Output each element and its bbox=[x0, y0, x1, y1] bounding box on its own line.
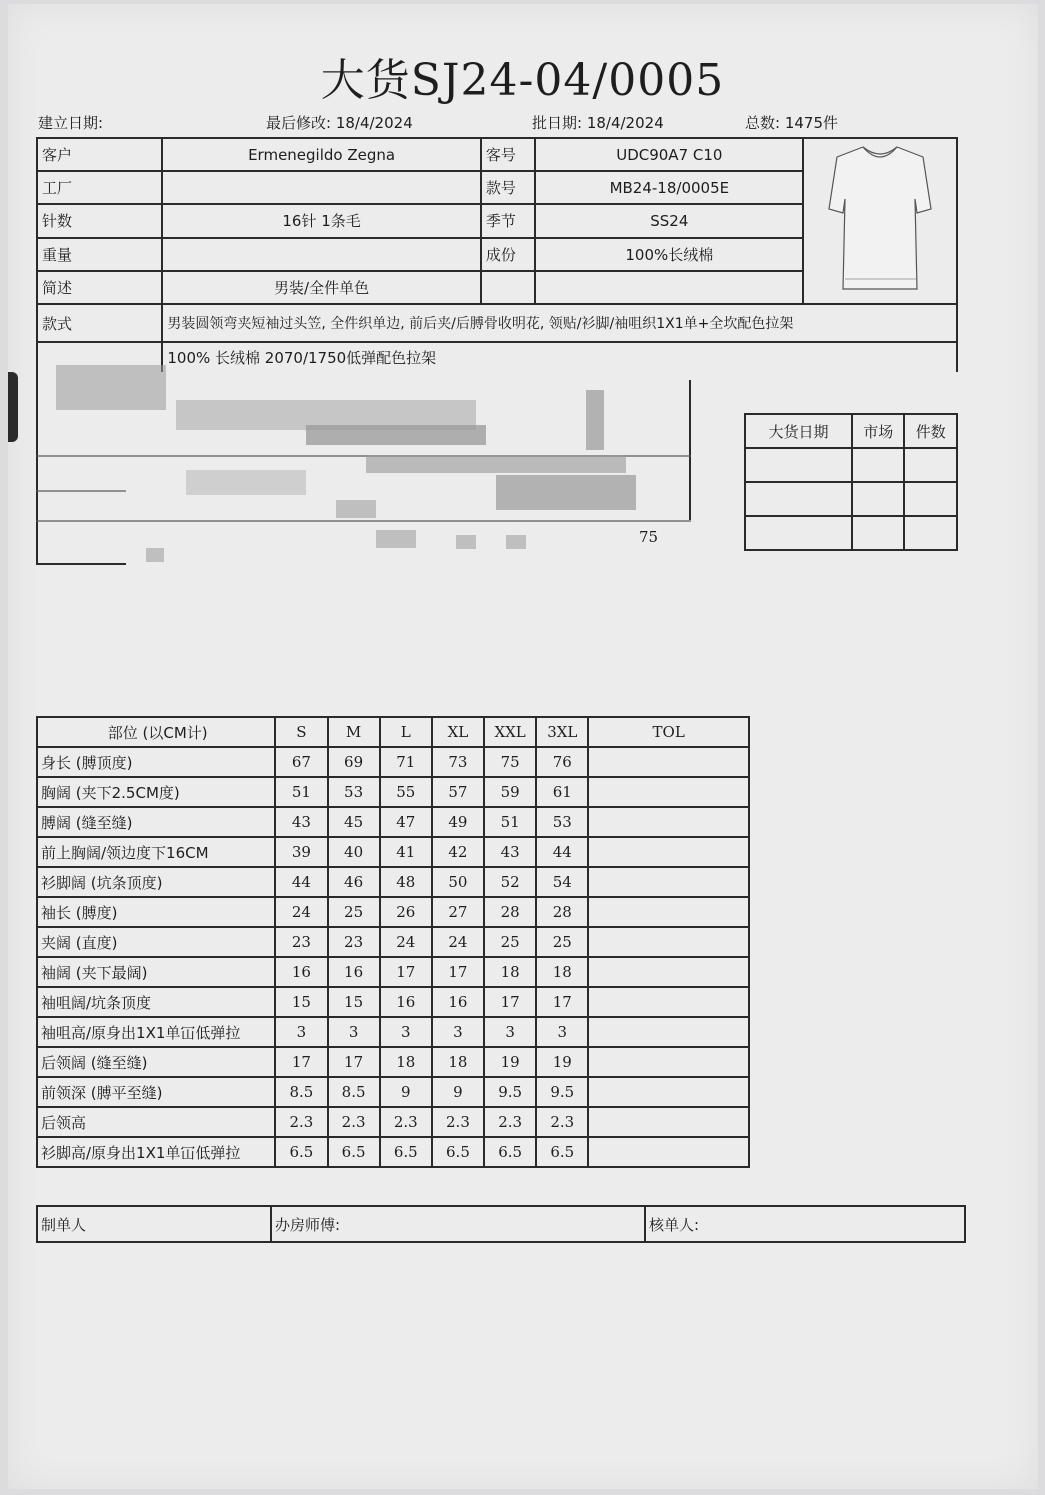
measurement-value: 2.3 bbox=[432, 1107, 484, 1137]
measurement-value: 45 bbox=[328, 807, 380, 837]
measurement-value: 42 bbox=[432, 837, 484, 867]
table-row bbox=[37, 1047, 749, 1077]
measurement-value: 54 bbox=[536, 867, 588, 897]
size-header: XXL bbox=[484, 717, 536, 747]
measurement-value: 49 bbox=[432, 807, 484, 837]
measurement-value: 47 bbox=[380, 807, 432, 837]
table-row bbox=[37, 1137, 749, 1167]
measurement-value: 17 bbox=[484, 987, 536, 1017]
tolerance-cell bbox=[588, 1137, 749, 1167]
season-label: 季节 bbox=[481, 204, 536, 237]
measurement-value: 2.3 bbox=[536, 1107, 588, 1137]
tolerance-cell bbox=[588, 837, 749, 867]
tolerance-cell bbox=[588, 1047, 749, 1077]
composition-label: 成份 bbox=[481, 238, 536, 271]
size-spec-table bbox=[36, 716, 750, 1168]
table-row bbox=[37, 897, 749, 927]
measurement-value: 3 bbox=[328, 1017, 380, 1047]
signature-table bbox=[36, 1205, 966, 1243]
binder-clip bbox=[8, 372, 18, 442]
measurement-part: 衫脚阔 (坑条顶度) bbox=[37, 867, 275, 897]
measurement-part: 膊阔 (缝至缝) bbox=[37, 807, 275, 837]
measurement-value: 39 bbox=[275, 837, 327, 867]
measurement-value: 43 bbox=[484, 837, 536, 867]
measurement-value: 3 bbox=[536, 1017, 588, 1047]
table-cell bbox=[904, 516, 957, 550]
table-row bbox=[37, 957, 749, 987]
part-header: 部位 (以CM计) bbox=[37, 717, 275, 747]
last-modified: 最后修改: 18/4/2024 bbox=[266, 114, 413, 132]
measurement-value: 16 bbox=[432, 987, 484, 1017]
style-no-value: MB24-18/0005E bbox=[535, 171, 803, 204]
measurement-value: 23 bbox=[328, 927, 380, 957]
gauge-label: 针数 bbox=[37, 204, 162, 237]
qty-header: 件数 bbox=[904, 414, 957, 448]
table-row bbox=[37, 1017, 749, 1047]
measurement-value: 43 bbox=[275, 807, 327, 837]
measurement-value: 3 bbox=[275, 1017, 327, 1047]
document-title: 大货SJ24-04/0005 bbox=[320, 55, 725, 106]
approval-date: 批日期: 18/4/2024 bbox=[532, 114, 664, 132]
measurement-value: 46 bbox=[328, 867, 380, 897]
size-header: S bbox=[275, 717, 327, 747]
size-header: M bbox=[328, 717, 380, 747]
measurement-value: 26 bbox=[380, 897, 432, 927]
tolerance-cell bbox=[588, 987, 749, 1017]
table-row bbox=[37, 837, 749, 867]
measurement-value: 6.5 bbox=[328, 1137, 380, 1167]
table-row bbox=[37, 867, 749, 897]
measurement-value: 6.5 bbox=[380, 1137, 432, 1167]
measurement-value: 2.3 bbox=[484, 1107, 536, 1137]
summary-value: 男装/全件单色 bbox=[162, 271, 480, 304]
tolerance-cell bbox=[588, 1077, 749, 1107]
measurement-value: 15 bbox=[328, 987, 380, 1017]
gauge-value: 16针 1条毛 bbox=[162, 204, 480, 237]
measurement-value: 71 bbox=[380, 747, 432, 777]
style-description: 男装圆领弯夹短袖过头笠, 全件织单边, 前后夹/后膊骨收明花, 领贴/衫脚/袖咀织1X1单+全坎配色拉架 bbox=[162, 304, 957, 342]
tolerance-cell bbox=[588, 957, 749, 987]
weight-label: 重量 bbox=[37, 238, 162, 271]
tolerance-cell bbox=[588, 747, 749, 777]
table-row bbox=[37, 1107, 749, 1137]
measurement-value: 28 bbox=[484, 897, 536, 927]
order-info-table bbox=[36, 137, 958, 372]
measurement-value: 24 bbox=[380, 927, 432, 957]
measurement-value: 73 bbox=[432, 747, 484, 777]
tolerance-cell bbox=[588, 867, 749, 897]
cust-no-value: UDC90A7 C10 bbox=[535, 138, 803, 171]
table-row bbox=[37, 1077, 749, 1107]
measurement-part: 袖咀阔/坑条顶度 bbox=[37, 987, 275, 1017]
measurement-value: 3 bbox=[484, 1017, 536, 1047]
measurement-value: 51 bbox=[484, 807, 536, 837]
measurement-value: 61 bbox=[536, 777, 588, 807]
measurement-value: 57 bbox=[432, 777, 484, 807]
measurement-value: 53 bbox=[536, 807, 588, 837]
measurement-part: 夹阔 (直度) bbox=[37, 927, 275, 957]
size-header-row bbox=[37, 717, 749, 747]
table-row bbox=[37, 987, 749, 1017]
measurement-value: 2.3 bbox=[380, 1107, 432, 1137]
weight-value bbox=[162, 238, 480, 271]
table-cell bbox=[852, 516, 904, 550]
tolerance-cell bbox=[588, 807, 749, 837]
measurement-part: 前领深 (膊平至缝) bbox=[37, 1077, 275, 1107]
tolerance-cell bbox=[588, 927, 749, 957]
measurement-value: 18 bbox=[432, 1047, 484, 1077]
measurement-value: 28 bbox=[536, 897, 588, 927]
table-cell bbox=[745, 448, 852, 482]
measurement-value: 59 bbox=[484, 777, 536, 807]
customer-label: 客户 bbox=[37, 138, 162, 171]
measurement-value: 75 bbox=[484, 747, 536, 777]
measurement-value: 19 bbox=[536, 1047, 588, 1077]
measurement-value: 6.5 bbox=[536, 1137, 588, 1167]
table-row bbox=[37, 777, 749, 807]
measurement-part: 袖长 (膊度) bbox=[37, 897, 275, 927]
measurement-value: 25 bbox=[536, 927, 588, 957]
measurement-value: 9 bbox=[380, 1077, 432, 1107]
garment-sketch bbox=[803, 138, 957, 304]
yarn-line: 100% 长绒棉 2070/1750低弹配色拉架 bbox=[162, 342, 957, 372]
measurement-value: 24 bbox=[432, 927, 484, 957]
size-header: L bbox=[380, 717, 432, 747]
measurement-part: 后领高 bbox=[37, 1107, 275, 1137]
table-cell bbox=[745, 516, 852, 550]
measurement-value: 2.3 bbox=[275, 1107, 327, 1137]
measurement-value: 67 bbox=[275, 747, 327, 777]
measurement-value: 17 bbox=[328, 1047, 380, 1077]
table-row bbox=[37, 807, 749, 837]
measurement-value: 18 bbox=[484, 957, 536, 987]
measurement-value: 3 bbox=[380, 1017, 432, 1047]
table-cell bbox=[904, 448, 957, 482]
season-value: SS24 bbox=[535, 204, 803, 237]
blank-value bbox=[535, 271, 803, 304]
size-header: XL bbox=[432, 717, 484, 747]
measurement-part: 胸阔 (夹下2.5CM度) bbox=[37, 777, 275, 807]
factory-label: 工厂 bbox=[37, 171, 162, 204]
bulk-delivery-table bbox=[744, 413, 958, 551]
measurement-part: 衫脚高/原身出1X1单冚低弹拉 bbox=[37, 1137, 275, 1167]
tolerance-cell bbox=[588, 897, 749, 927]
measurement-value: 52 bbox=[484, 867, 536, 897]
measurement-value: 6.5 bbox=[432, 1137, 484, 1167]
tol-header: TOL bbox=[588, 717, 749, 747]
measurement-value: 51 bbox=[275, 777, 327, 807]
measurement-value: 16 bbox=[275, 957, 327, 987]
customer-value: Ermenegildo Zegna bbox=[162, 138, 480, 171]
tolerance-cell bbox=[588, 777, 749, 807]
sample-master-label: 办房师傅: bbox=[271, 1206, 645, 1242]
measurement-value: 23 bbox=[275, 927, 327, 957]
tolerance-cell bbox=[588, 1017, 749, 1047]
measurement-value: 55 bbox=[380, 777, 432, 807]
redacted-fragment: 75 bbox=[639, 528, 659, 546]
measurement-value: 17 bbox=[275, 1047, 327, 1077]
measurement-part: 袖咀高/原身出1X1单冚低弹拉 bbox=[37, 1017, 275, 1047]
measurement-value: 24 bbox=[275, 897, 327, 927]
measurement-value: 2.3 bbox=[328, 1107, 380, 1137]
table-row bbox=[37, 747, 749, 777]
redacted-section bbox=[36, 360, 691, 565]
measurement-value: 69 bbox=[328, 747, 380, 777]
table-cell bbox=[852, 448, 904, 482]
total-quantity: 总数: 1475件 bbox=[745, 114, 838, 132]
blank-label bbox=[481, 271, 536, 304]
measurement-value: 25 bbox=[484, 927, 536, 957]
measurement-value: 17 bbox=[380, 957, 432, 987]
measurement-value: 76 bbox=[536, 747, 588, 777]
composition-value: 100%长绒棉 bbox=[535, 238, 803, 271]
measurement-value: 27 bbox=[432, 897, 484, 927]
measurement-part: 后领阔 (缝至缝) bbox=[37, 1047, 275, 1077]
measurement-value: 3 bbox=[432, 1017, 484, 1047]
measurement-value: 15 bbox=[275, 987, 327, 1017]
tolerance-cell bbox=[588, 1107, 749, 1137]
style-no-label: 款号 bbox=[481, 171, 536, 204]
measurement-value: 9 bbox=[432, 1077, 484, 1107]
measurement-value: 6.5 bbox=[484, 1137, 536, 1167]
measurement-value: 8.5 bbox=[328, 1077, 380, 1107]
table-cell bbox=[745, 482, 852, 516]
measurement-value: 19 bbox=[484, 1047, 536, 1077]
size-header: 3XL bbox=[536, 717, 588, 747]
factory-value bbox=[162, 171, 480, 204]
measurement-value: 50 bbox=[432, 867, 484, 897]
measurement-value: 44 bbox=[275, 867, 327, 897]
measurement-value: 9.5 bbox=[484, 1077, 536, 1107]
table-row bbox=[37, 927, 749, 957]
measurement-value: 48 bbox=[380, 867, 432, 897]
measurement-value: 41 bbox=[380, 837, 432, 867]
table-cell bbox=[904, 482, 957, 516]
summary-label: 简述 bbox=[37, 271, 162, 304]
measurement-value: 17 bbox=[536, 987, 588, 1017]
measurement-value: 9.5 bbox=[536, 1077, 588, 1107]
measurement-value: 6.5 bbox=[275, 1137, 327, 1167]
measurement-value: 18 bbox=[536, 957, 588, 987]
measurement-value: 25 bbox=[328, 897, 380, 927]
maker-label: 制单人 bbox=[37, 1206, 271, 1242]
bulk-date-header: 大货日期 bbox=[745, 414, 852, 448]
measurement-value: 8.5 bbox=[275, 1077, 327, 1107]
cust-no-label: 客号 bbox=[481, 138, 536, 171]
measurement-value: 16 bbox=[328, 957, 380, 987]
measurement-part: 前上胸阔/领边度下16CM bbox=[37, 837, 275, 867]
measurement-value: 40 bbox=[328, 837, 380, 867]
measurement-part: 身长 (膊顶度) bbox=[37, 747, 275, 777]
measurement-value: 18 bbox=[380, 1047, 432, 1077]
table-cell bbox=[852, 482, 904, 516]
style-label: 款式 bbox=[37, 304, 162, 342]
measurement-value: 17 bbox=[432, 957, 484, 987]
checker-label: 核单人: bbox=[645, 1206, 965, 1242]
market-header: 市场 bbox=[852, 414, 904, 448]
measurement-value: 53 bbox=[328, 777, 380, 807]
measurement-part: 袖阔 (夹下最阔) bbox=[37, 957, 275, 987]
measurement-value: 16 bbox=[380, 987, 432, 1017]
tshirt-sketch-icon bbox=[805, 139, 955, 299]
measurement-value: 44 bbox=[536, 837, 588, 867]
created-date-label: 建立日期: bbox=[38, 114, 104, 132]
